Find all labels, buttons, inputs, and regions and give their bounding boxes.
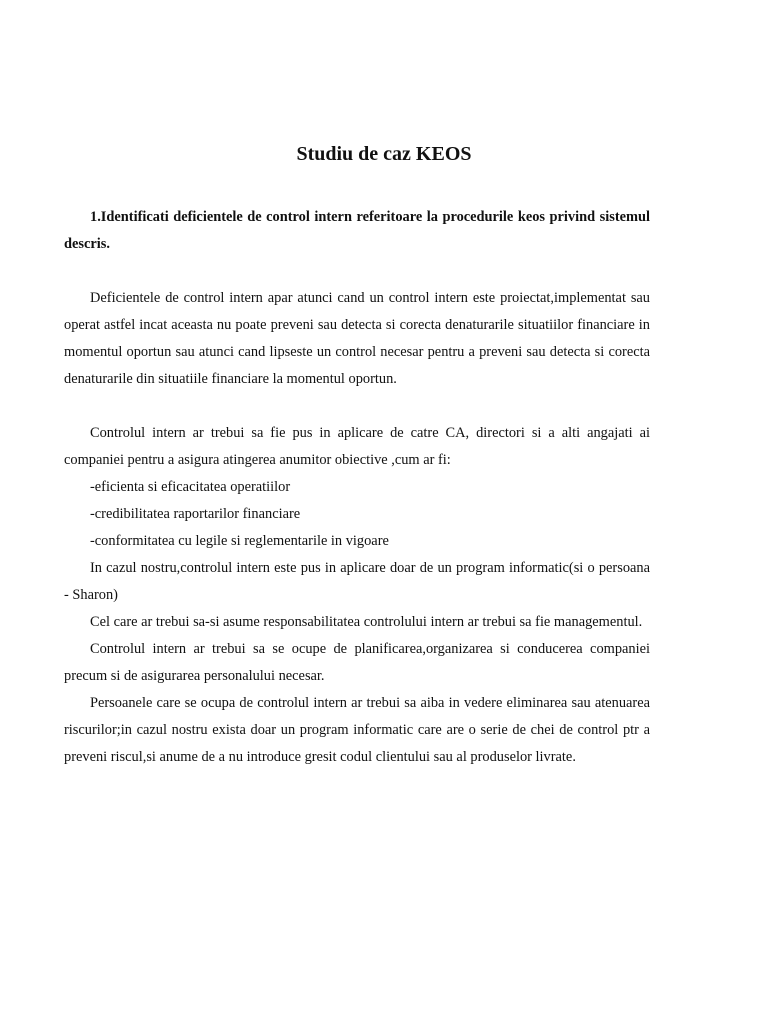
paragraph-control-intern: Controlul intern ar trebui sa fie pus in aplicare de catre CA, directori si a alti angajati ai companiei pentru a asigura atingerea anumitor obiective ,cum ar fi: bbox=[64, 425, 650, 468]
document-body bbox=[64, 204, 650, 771]
question-heading: 1.Identificati deficientele de control intern referitoare la procedurile keos privind sistemul descris. bbox=[64, 209, 650, 252]
paragraph-deficiente: Deficientele de control intern apar atunci cand un control intern este proiectat,implementat sau operat astfel incat aceasta nu poate preveni sau detecta si corecta denaturarile situatiilor financiare in momentul oportun sau atunci cand lipseste un control necesar pentru a preveni sau detecta si corecta denaturarile din situatiile financiare la momentul oportun. bbox=[64, 290, 650, 387]
paragraph-riscuri: Persoanele care se ocupa de controlul intern ar trebui sa aiba in vedere eliminarea sau atenuarea riscurilor;in cazul nostru exista doar un program informatic care are o serie de chei de control ptr a preveni riscul,si anume de a nu introduce gresit codul clientului sau al produselor livrate. bbox=[64, 695, 650, 765]
objective-item: -conformitatea cu legile si reglementarile in vigoare bbox=[90, 533, 389, 549]
paragraph-cazul-nostru: In cazul nostru,controlul intern este pus in aplicare doar de un program informatic(si o persoana - Sharon) bbox=[64, 560, 650, 603]
document-title: Studiu de caz KEOS bbox=[296, 143, 472, 165]
paragraph-planificare: Controlul intern ar trebui sa se ocupe de planificarea,organizarea si conducerea companiei precum si de asigurarea personalului necesar. bbox=[64, 641, 650, 684]
paragraph-responsabilitate: Cel care ar trebui sa-si asume responsabilitatea controlului intern ar trebui sa fie managementul. bbox=[90, 614, 643, 630]
objective-item: -eficienta si eficacitatea operatiilor bbox=[90, 479, 291, 495]
objective-item: -credibilitatea raportarilor financiare bbox=[90, 506, 301, 522]
